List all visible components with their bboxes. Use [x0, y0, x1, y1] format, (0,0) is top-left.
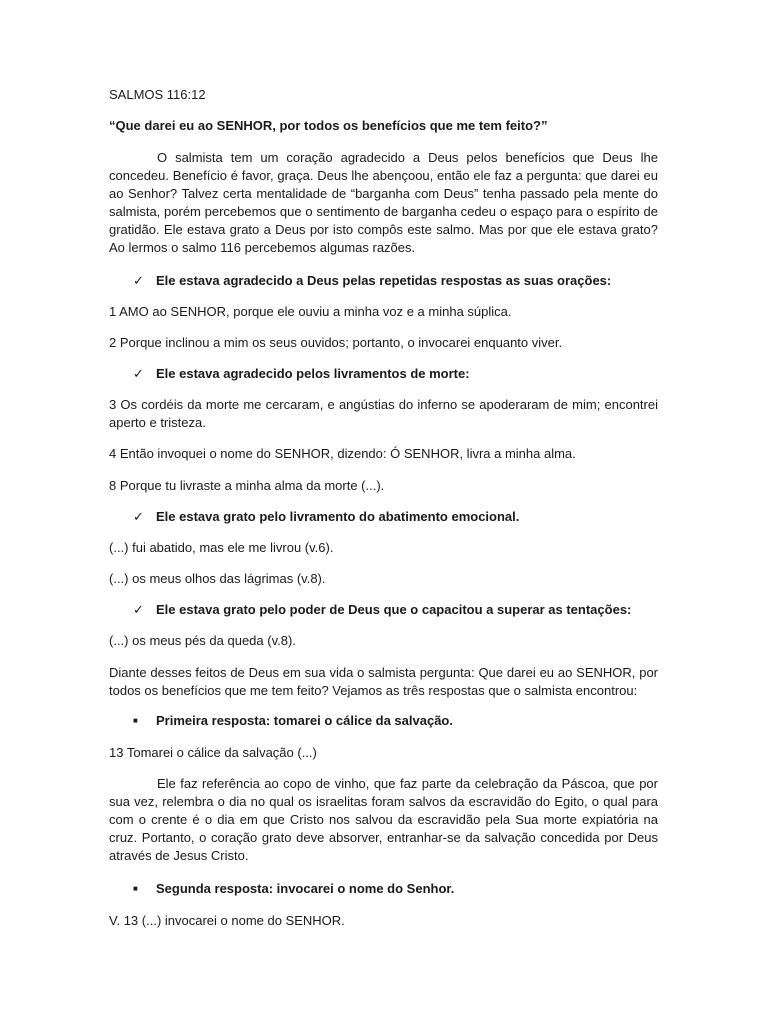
- check-item-3-text: Ele estava grato pelo livramento do abatimento emocional.: [156, 509, 520, 524]
- verse-8: 8 Porque tu livraste a minha alma da morte (...).: [109, 478, 385, 493]
- verse-2: 2 Porque inclinou a mim os seus ouvidos; portanto, o invocarei enquanto viver.: [109, 335, 563, 350]
- question-paragraph: Diante desses feitos de Deus em sua vida o salmista pergunta: Que darei eu ao SENHOR, por todos os benefícios que me tem feito? Vejamos as três respostas que o salmista encontrou:: [109, 665, 658, 698]
- check-item-2: [133, 365, 658, 383]
- check-item-3: [133, 508, 658, 526]
- check-item-2-text: Ele estava agradecido pelos livramentos de morte:: [156, 366, 470, 381]
- answer-item-1-text: Primeira resposta: tomarei o cálice da salvação.: [156, 713, 453, 728]
- verse-13-excerpt: V. 13 (...) invocarei o nome do SENHOR.: [109, 913, 345, 928]
- verse-3: 3 Os cordéis da morte me cercaram, e angústias do inferno se apoderaram de mim; encontrei aperto e tristeza.: [109, 397, 658, 430]
- verse-8-excerpt-b: (...) os meus pés da queda (v.8).: [109, 633, 296, 648]
- verse-6-excerpt: (...) fui abatido, mas ele me livrou (v.6).: [109, 540, 334, 555]
- answer-item-1: [133, 712, 658, 730]
- answer-item-2-text: Segunda resposta: invocarei o nome do Senhor.: [156, 881, 455, 896]
- checkmark-icon: ✓: [133, 509, 144, 524]
- square-bullet-icon: ■: [133, 716, 138, 725]
- check-item-4-text: Ele estava grato pelo poder de Deus que o capacitou a superar as tentações:: [156, 602, 632, 617]
- intro-paragraph: O salmista tem um coração agradecido a Deus pelos benefícios que Deus lhe concedeu. Benefício é favor, graça. Deus lhe abençoou, então ele faz a pergunta: que darei eu ao Senhor? Talvez certa mentalidade de “barganha com Deus” tenha passado pela mente do salmista, porém percebemos que o sentimento de barganha cedeu o espaço para o espírito de gratidão. Ele estava grato a Deus por isto compôs este salmo. Mas por que ele estava grato? Ao lermos o salmo 116 percebemos algumas razões.: [109, 150, 658, 255]
- verse-13: 13 Tomarei o cálice da salvação (...): [109, 745, 317, 760]
- verse-1: 1 AMO ao SENHOR, porque ele ouviu a minha voz e a minha súplica.: [109, 304, 512, 319]
- verse-4: 4 Então invoquei o nome do SENHOR, dizendo: Ó SENHOR, livra a minha alma.: [109, 446, 576, 461]
- verse-8-excerpt-a: (...) os meus olhos das lágrimas (v.8).: [109, 571, 326, 586]
- square-bullet-icon: ■: [133, 884, 138, 893]
- checkmark-icon: ✓: [133, 602, 144, 617]
- check-item-1-text: Ele estava agradecido a Deus pelas repetidas respostas as suas orações:: [156, 273, 612, 288]
- answer-item-2: [133, 880, 658, 898]
- check-item-4: [133, 601, 658, 619]
- checkmark-icon: ✓: [133, 366, 144, 381]
- check-item-1: [133, 272, 658, 290]
- explanation-paragraph: Ele faz referência ao copo de vinho, que faz parte da celebração da Páscoa, que por sua vez, relembra o dia no qual os israelitas foram salvos da escravidão do Egito, o qual para com o crente é o dia em que Cristo nos salvou da escravidão pela Sua morte expiatória na cruz. Portanto, o coração grato deve absorver, entranhar-se da salvação concedida por Deus através de Jesus Cristo.: [109, 776, 658, 863]
- checkmark-icon: ✓: [133, 273, 144, 288]
- key-verse-quote: “Que darei eu ao SENHOR, por todos os benefícios que me tem feito?”: [109, 118, 548, 133]
- document-title: SALMOS 116:12: [109, 87, 206, 102]
